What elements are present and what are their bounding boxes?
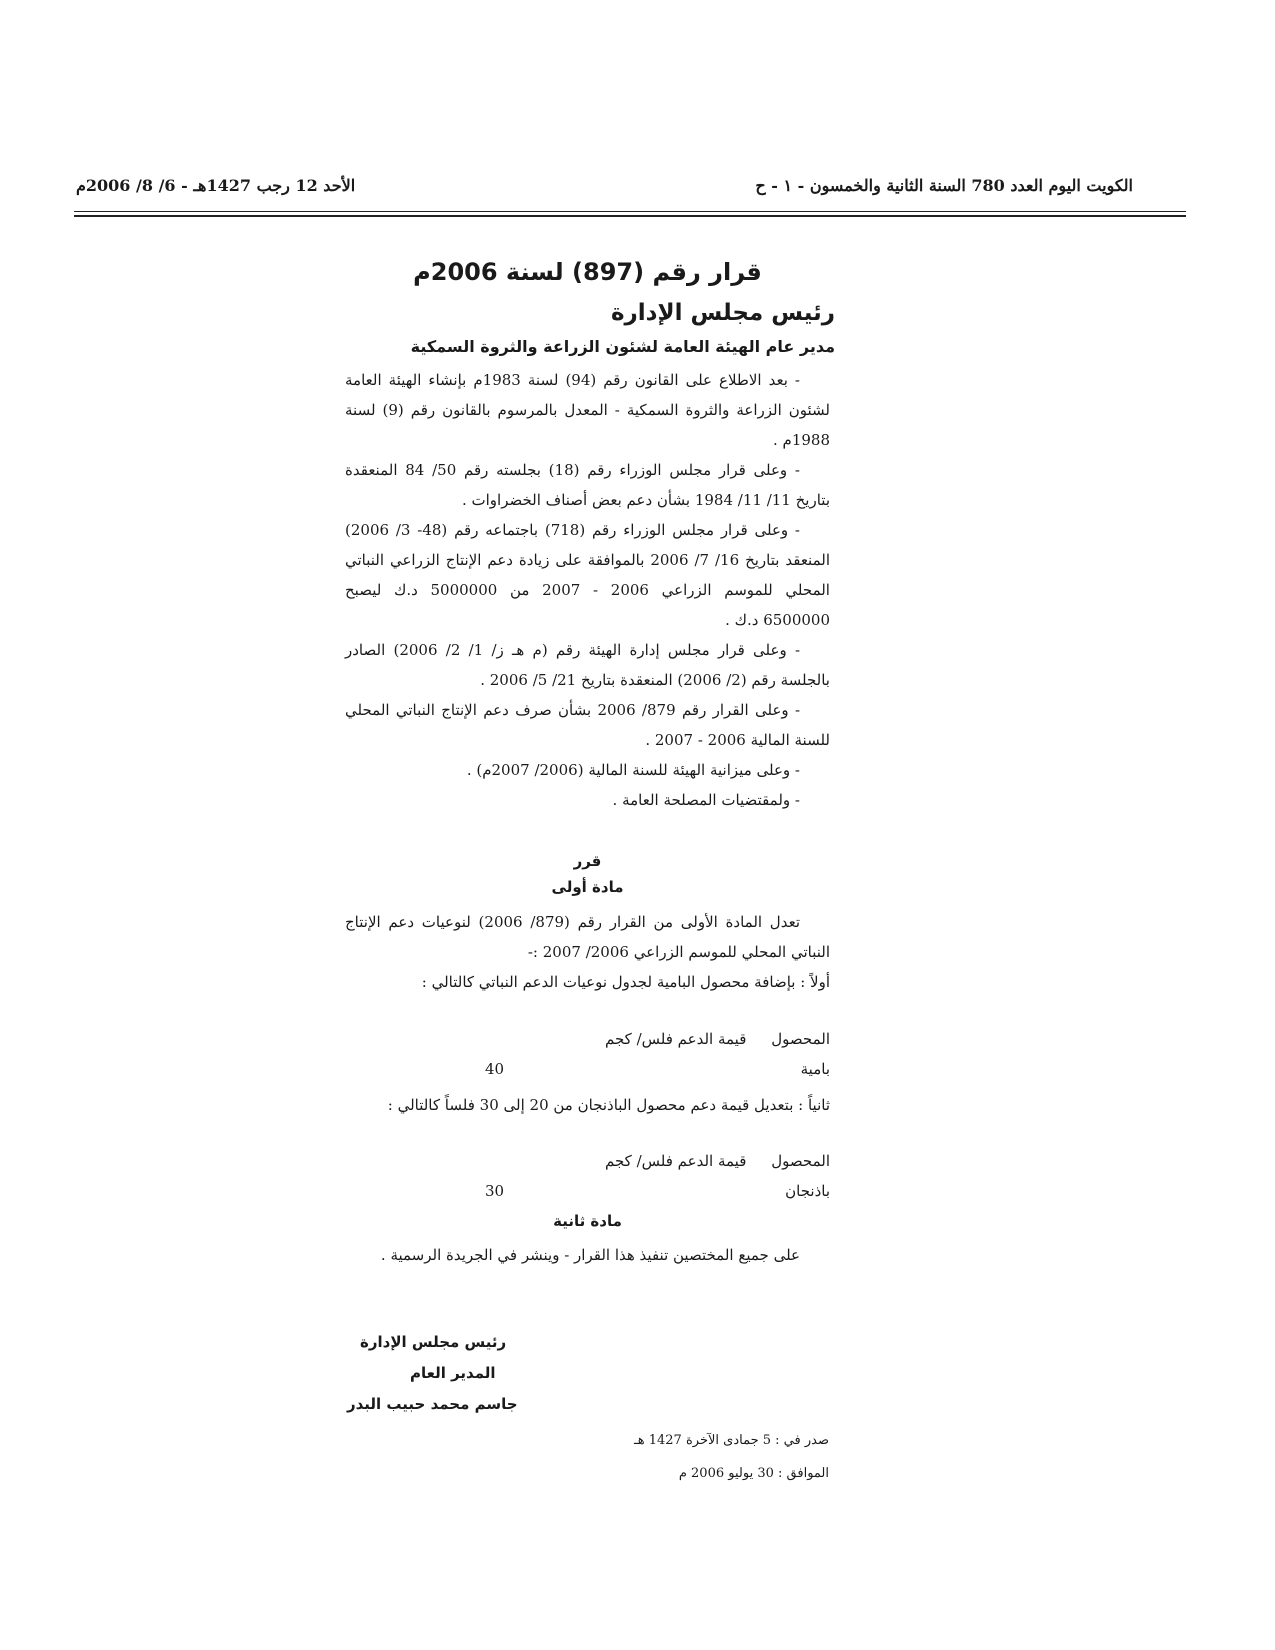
signature-name: جاسم محمد حبيب البدر: [347, 1395, 518, 1413]
crop-name: بامية: [800, 1060, 830, 1078]
value-column-header: قيمة الدعم فلس/ كجم: [605, 1152, 747, 1170]
signature-role: المدير العام: [410, 1364, 496, 1382]
issued-date-gregorian: الموافق : 30 يوليو 2006 م: [678, 1466, 829, 1481]
article1-second: [345, 1090, 830, 1120]
article2-text: على جميع المختصين تنفيذ هذا القرار - وينشر في الجريدة الرسمية .: [380, 1246, 800, 1264]
issuer-subtitle: مدير عام الهيئة العامة لشئون الزراعة والثروة السمكية: [410, 337, 835, 356]
preamble-item: - وعلى قرار مجلس إدارة الهيئة رقم (م هـ ز/ 1/ 2/ 2006) الصادر بالجلسة رقم (2/ 2006) المنعقدة بتاريخ 21/ 5/ 2006 .: [345, 641, 830, 689]
preamble-item: - وعلى قرار مجلس الوزراء رقم (718) باجتماعه رقم (48- 3/ 2006) المنعقد بتاريخ 16/ 7/ 2006 بالموافقة على زيادة دعم الإنتاج الزراعي النباتي المحلي للموسم الزراعي 2006 - 2007 من 5000000 د.ك ليصبح 6500000 د.ك .: [345, 521, 830, 629]
issued-date-hijri: صدر في : 5 جمادى الآخرة 1427 هـ: [633, 1433, 829, 1448]
article1-heading: مادة أولى: [551, 878, 624, 896]
value-column-header: قيمة الدعم فلس/ كجم: [605, 1030, 747, 1048]
article1-second-text: ثانياً : بتعديل قيمة دعم محصول الباذنجان من 20 إلى 30 فلساً كالتالي :: [387, 1096, 830, 1114]
decided-heading: قرر: [573, 852, 602, 870]
article1-first-text: أولاً : بإضافة محصول البامية لجدول نوعيات الدعم النباتي كالتالي :: [421, 973, 830, 991]
header-divider: [74, 211, 1186, 212]
crop-column-header: المحصول: [771, 1030, 830, 1048]
issuer-title: رئيس مجلس الإدارة: [610, 300, 835, 326]
article1-text: تعدل المادة الأولى من القرار رقم (879/ 2006) لنوعيات دعم الإنتاج النباتي المحلي للموسم الزراعي 2006/ 2007 :-: [345, 913, 830, 961]
preamble-item: - بعد الاطلاع على القانون رقم (94) لسنة 1983م بإنشاء الهيئة العامة لشئون الزراعة والثروة السمكية - المعدل بالمرسوم بالقانون رقم (9) لسنة 1988م .: [345, 371, 830, 449]
article2-heading: مادة ثانية: [553, 1212, 622, 1230]
preamble-item: - وعلى قرار مجلس الوزراء رقم (18) بجلسته رقم 50/ 84 المنعقدة بتاريخ 11/ 11/ 1984 بشأن دعم بعض أصناف الخضراوات .: [345, 461, 830, 509]
signature-title: رئيس مجلس الإدارة: [360, 1333, 507, 1351]
preamble-item: - وعلى ميزانية الهيئة للسنة المالية (2006/ 2007م) .: [466, 761, 800, 779]
article2-block: [345, 1240, 830, 1270]
gazette-date-header: الأحد 12 رجب 1427هـ - 6/ 8/ 2006م: [76, 176, 356, 195]
preamble-item: - وعلى القرار رقم 879/ 2006 بشأن صرف دعم الإنتاج النباتي المحلي للسنة المالية 2006 - 2007 .: [345, 701, 830, 749]
subsidy-value: 30: [485, 1182, 505, 1200]
gazette-issue-header: الكويت اليوم العدد 780 السنة الثانية والخمسون - ١ - ح: [755, 176, 1133, 195]
crop-name: باذنجان: [785, 1182, 830, 1200]
preamble-item: - ولمقتضيات المصلحة العامة .: [612, 791, 800, 809]
crop-column-header: المحصول: [771, 1152, 830, 1170]
decision-title: قرار رقم (897) لسنة 2006م: [413, 258, 762, 286]
header-divider-thick: [74, 215, 1186, 217]
preamble: [345, 365, 830, 815]
subsidy-value: 40: [485, 1060, 505, 1078]
article1-block: [345, 907, 830, 997]
